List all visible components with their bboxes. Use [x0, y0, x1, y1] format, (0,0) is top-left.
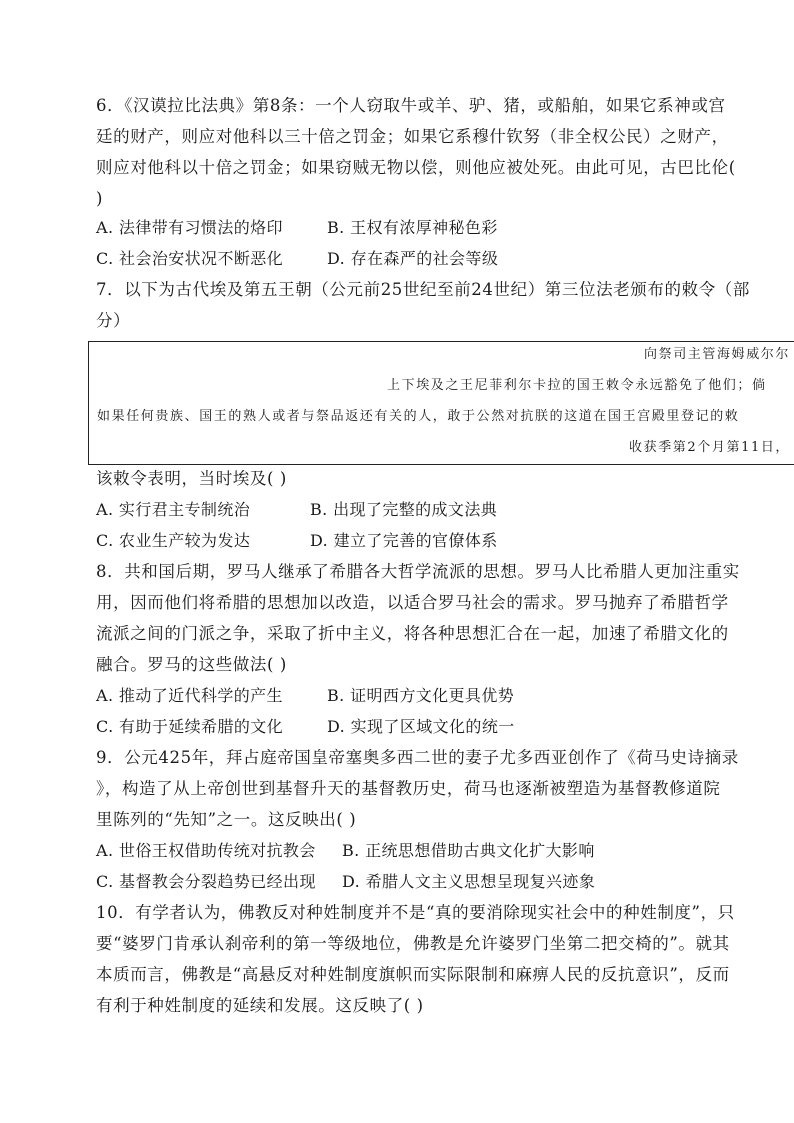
question-10-stem-line-2: 要“婆罗门肯承认刹帝利的第一等级地位，佛教是允许婆罗门坐第二把交椅的”。就其	[96, 934, 730, 953]
question-7-stem-line-2: 分）	[96, 311, 131, 330]
question-6-stem-line-3: 则应对他科以十倍之罚金；如果窃贼无物以偿，则他应被处死。由此可见，古巴比伦(	[96, 158, 736, 177]
question-9-stem-line-3: 里陈列的“先知”之一。这反映出( )	[96, 810, 357, 829]
question-9-option-d: D. 希腊人文主义思想呈现复兴迹象	[342, 872, 596, 891]
question-10-stem-line-4: 有利于种姓制度的延续和发展。这反映了( )	[96, 996, 424, 1015]
question-8-stem-line-4: 融合。罗马的这些做法( )	[96, 655, 287, 674]
question-8-stem-line-3: 流派之间的门派之争，采取了折中主义，将各种思想汇合在一起，加速了希腊文化的	[96, 624, 729, 643]
question-9-stem-line-1: 9．公元425年，拜占庭帝国皇帝塞奥多西二世的妻子尤多西亚创作了《荷马史诗摘录	[96, 748, 739, 767]
question-6-stem-line-2: 廷的财产，则应对他科以三十倍之罚金；如果它系穆什钦努（非全权公民）之财产，	[96, 127, 729, 146]
question-7-option-d: D. 建立了完善的官僚体系	[310, 531, 498, 550]
question-7-option-b: B. 出现了完整的成文法典	[310, 500, 498, 519]
question-6-option-b: B. 王权有浓厚神秘色彩	[327, 218, 498, 237]
question-7-stem-line-1: 7．以下为古代埃及第五王朝（公元前25世纪至前24世纪）第三位法老颁布的敕令（部	[96, 280, 750, 299]
decree-excerpt-box	[88, 341, 794, 465]
decree-line-4: 收获季第2个月第11日，	[629, 440, 791, 455]
question-8-option-b: B. 证明西方文化更具优势	[327, 686, 515, 705]
question-10-stem-line-3: 本质而言，佛教是“高悬反对种姓制度旗帜而实际限制和麻痹人民的反抗意识”，反而	[96, 965, 730, 984]
question-6-option-d: D. 存在森严的社会等级	[327, 249, 499, 268]
question-9-option-b: B. 正统思想借助古典文化扩大影响	[342, 841, 595, 860]
question-8-option-d: D. 实现了区域文化的统一	[327, 717, 515, 736]
question-8-option-c: C. 有助于延续希腊的文化	[96, 717, 284, 736]
question-6-option-c: C. 社会治安状况不断恶化	[96, 249, 284, 268]
decree-line-1: 向祭司主管海姆威尔尔	[644, 347, 791, 362]
question-6-option-a: A. 法律带有习惯法的烙印	[96, 218, 283, 237]
decree-line-3: 如果任何贵族、国王的熟人或者与祭品返还有关的人，敢于公然对抗朕的这道在国王宫殿里登记的敕	[97, 409, 740, 424]
question-9-option-a: A. 世俗王权借助传统对抗教会	[96, 841, 316, 860]
question-9-stem-line-2: 》，构造了从上帝创世到基督升天的基督教历史，荷马也逐渐被塑造为基督教修道院	[96, 779, 721, 798]
question-6-stem-line-1: 6．《汉谟拉比法典》第8条：一个人窃取牛或羊、驴、猪，或船舶，如果它系神或宫	[96, 96, 726, 115]
question-6-stem-line-4: )	[96, 189, 104, 208]
question-8-stem-line-1: 8．共和国后期，罗马人继承了希腊各大哲学流派的思想。罗马人比希腊人更加注重实	[96, 562, 740, 581]
question-7-prompt: 该敕令表明，当时埃及( )	[96, 469, 287, 488]
question-10-stem-line-1: 10．有学者认为，佛教反对种姓制度并不是“真的要消除现实社会中的种姓制度”，只	[96, 903, 735, 922]
question-9-option-c: C. 基督教会分裂趋势已经出现	[96, 872, 316, 891]
question-7-option-a: A. 实行君主专制统治	[96, 500, 251, 519]
question-7-option-c: C. 农业生产较为发达	[96, 531, 251, 550]
decree-line-2: 上下埃及之王尼菲利尔卡拉的国王敕令永远豁免了他们；倘	[387, 378, 767, 393]
question-8-stem-line-2: 用，因而他们将希腊的思想加以改造，以适合罗马社会的需求。罗马抛弃了希腊哲学	[96, 593, 729, 612]
question-8-option-a: A. 推动了近代科学的产生	[96, 686, 283, 705]
